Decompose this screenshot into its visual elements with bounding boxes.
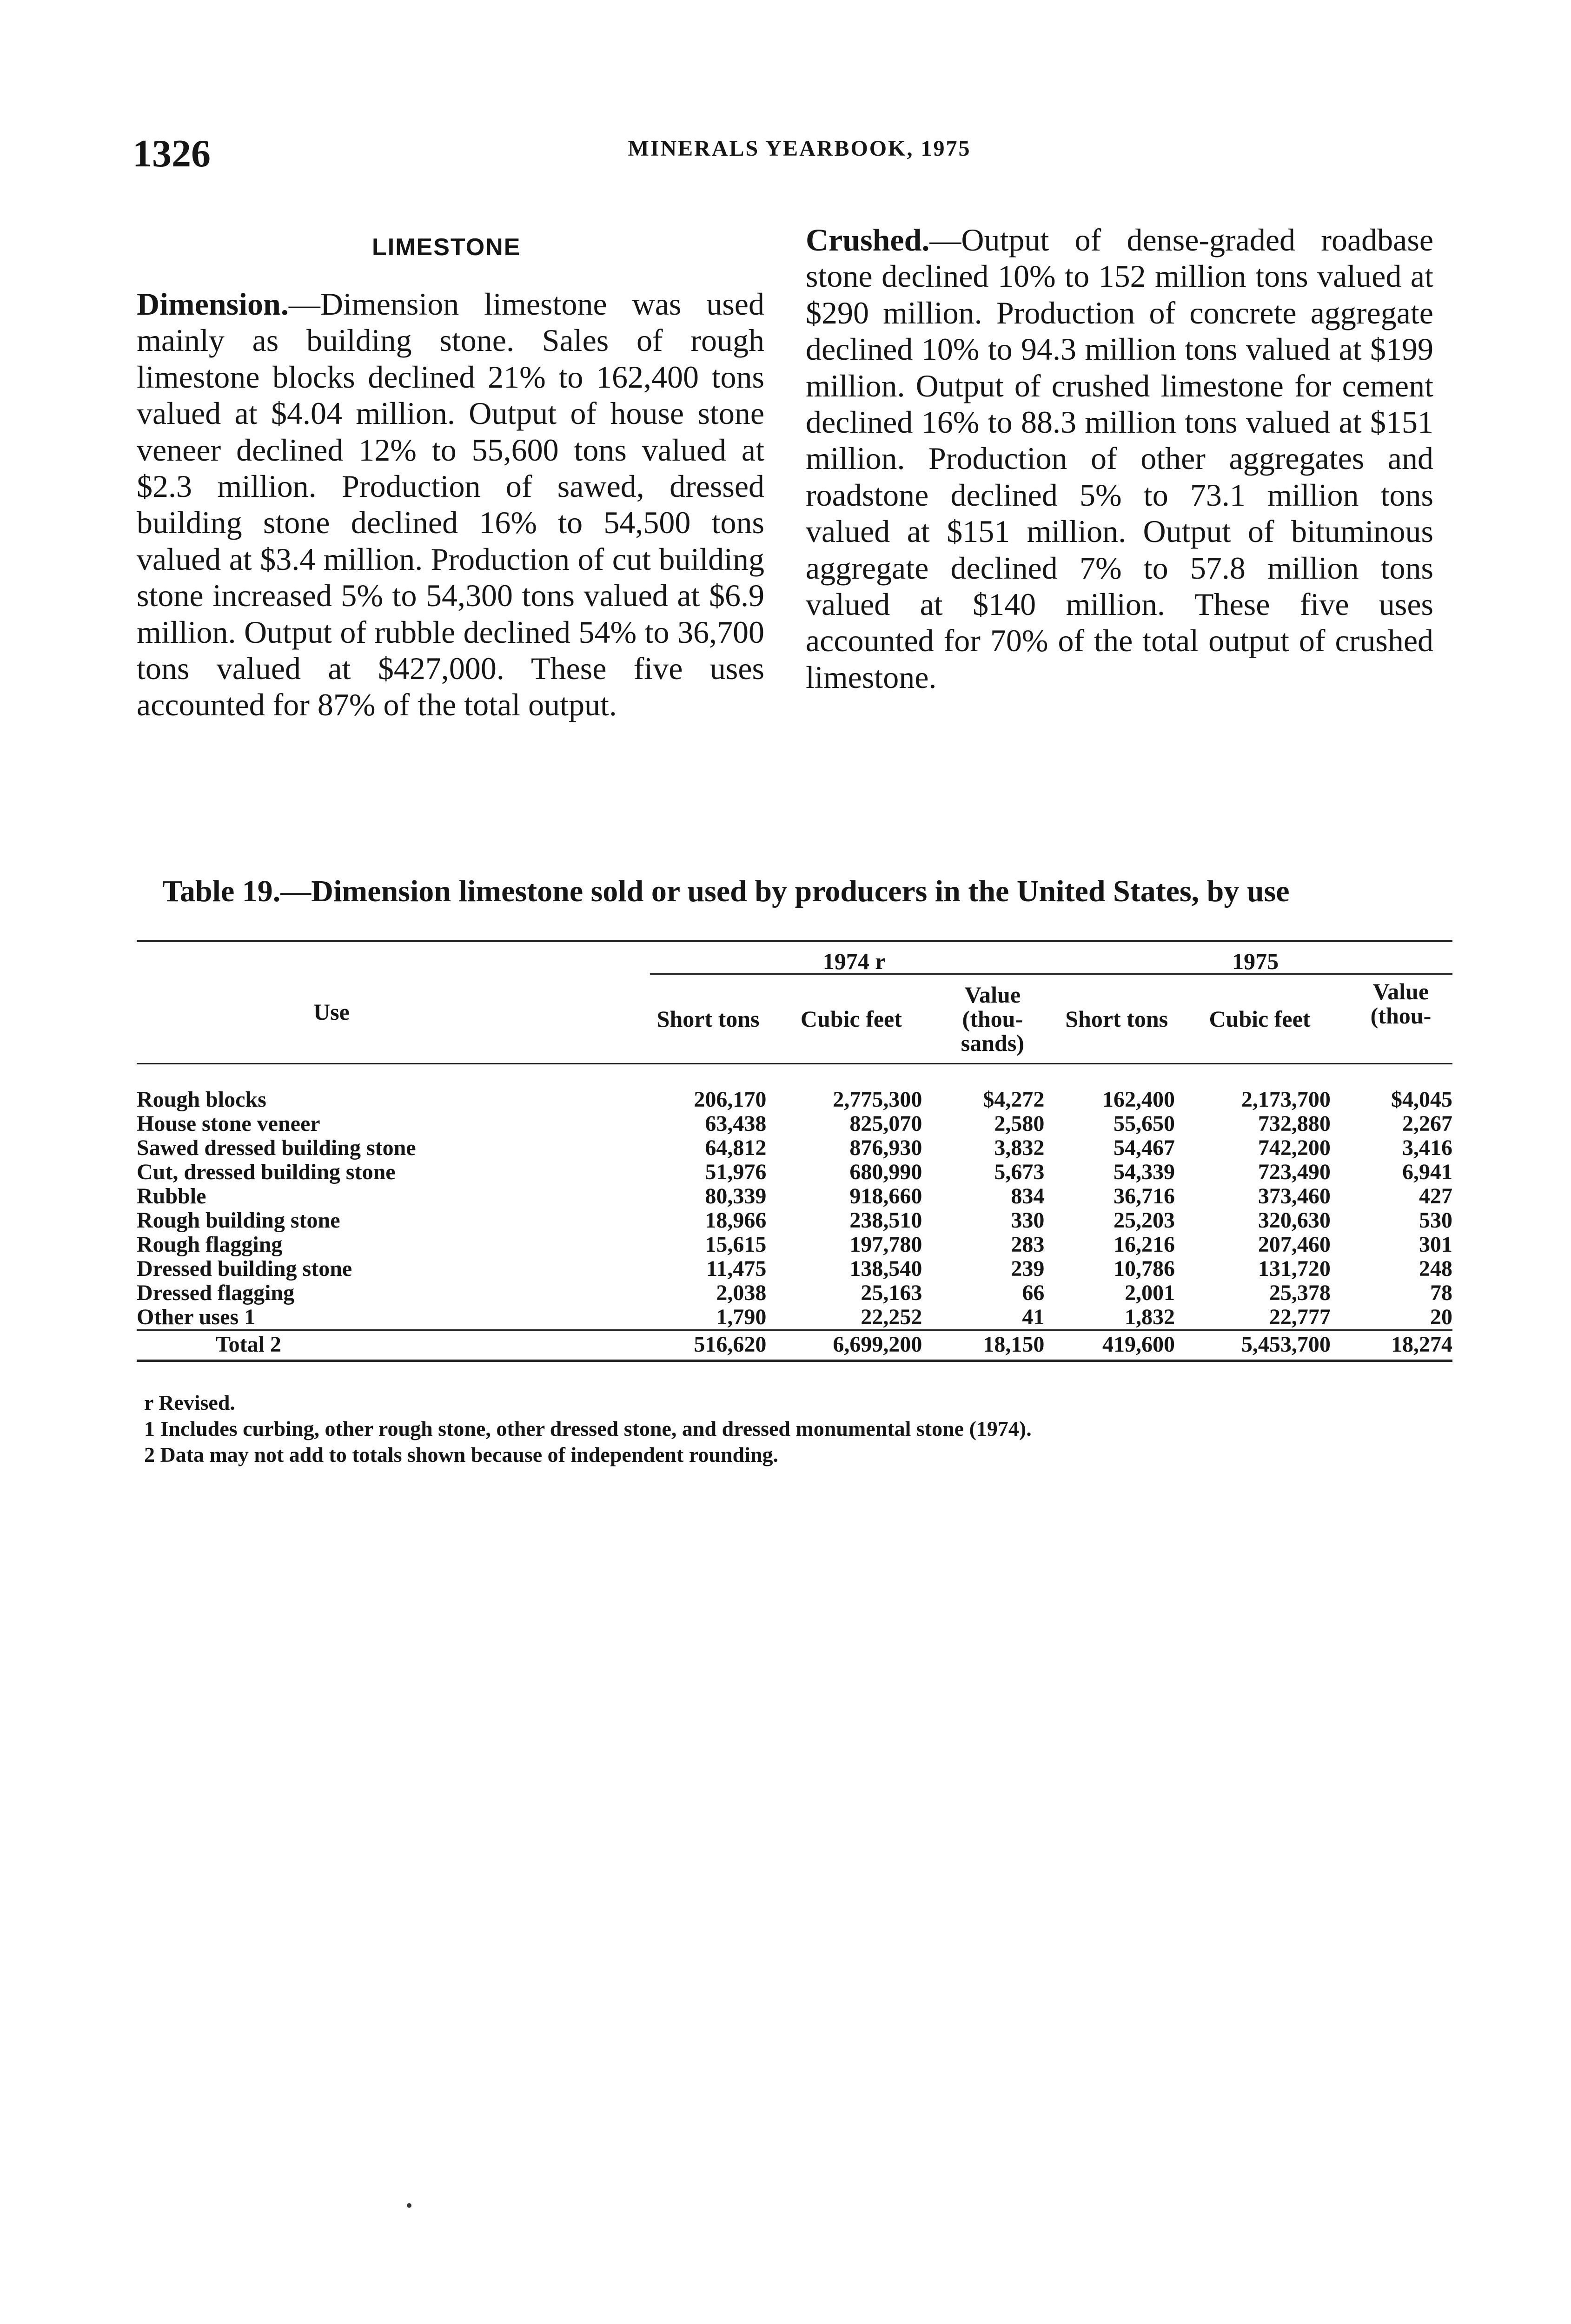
stray-mark — [407, 2203, 411, 2208]
use-cell: Rough blocks — [137, 1087, 266, 1112]
value-1975-cell: 20 — [1430, 1305, 1452, 1329]
crushed-paragraph — [806, 222, 1433, 695]
total-value-1975: 18,274 — [1349, 1330, 1452, 1361]
use-cell: Rough flagging — [137, 1232, 283, 1257]
year-1975-header: 1975 — [1058, 949, 1452, 975]
footnotes — [144, 1390, 1032, 1468]
total-short-tons-1974: 516,620 — [650, 1330, 781, 1361]
short-tons-1974-cell: 51,976 — [705, 1160, 767, 1184]
cubic-feet-1974-cell: 918,660 — [849, 1184, 922, 1208]
use-cell: Rough building stone — [137, 1208, 340, 1233]
table-body — [137, 1064, 1452, 1361]
total-cubic-feet-1974: 6,699,200 — [780, 1330, 941, 1361]
use-cell: Rubble — [137, 1184, 206, 1208]
total-label: Total 2 — [137, 1330, 650, 1361]
section-heading-limestone: LIMESTONE — [372, 234, 521, 261]
cubic-feet-1975-cell: 22,777 — [1269, 1305, 1331, 1329]
short-tons-1974-cell: 64,812 — [705, 1136, 767, 1160]
value-1975-cell: 427 — [1419, 1184, 1452, 1208]
cubic-feet-1975-cell: 723,490 — [1258, 1160, 1331, 1184]
crushed-lead: Crushed. — [806, 222, 930, 257]
cubic-feet-1974-cell: 25,163 — [861, 1281, 922, 1305]
short-tons-1975-cell: 2,001 — [1124, 1281, 1175, 1305]
dimension-paragraph — [137, 286, 764, 723]
table-title: Table 19.—Dimension limestone sold or used by producers in the United States, by use — [162, 874, 1290, 908]
short-tons-1975-cell: 162,400 — [1102, 1087, 1175, 1112]
short-tons-1975-header: Short tons — [1065, 1006, 1168, 1032]
value-1974-header: Value (thou- sands) — [961, 982, 1024, 1056]
value-1974-cell: 330 — [1011, 1208, 1045, 1233]
cubic-feet-1974-cell: 876,930 — [849, 1136, 922, 1160]
footnote-revised: r Revised. — [144, 1391, 235, 1414]
use-cell: Sawed dressed building stone — [137, 1136, 416, 1160]
cubic-feet-1975-cell: 732,880 — [1258, 1111, 1331, 1136]
cubic-feet-1975-cell: 742,200 — [1258, 1136, 1331, 1160]
short-tons-1974-cell: 1,790 — [716, 1305, 767, 1329]
page-number: 1326 — [133, 132, 211, 175]
cubic-feet-1974-cell: 138,540 — [849, 1256, 922, 1281]
value-1975-cell: $4,045 — [1391, 1087, 1452, 1112]
dimension-limestone-table — [137, 940, 1452, 1362]
value-1975-cell: 2,267 — [1402, 1111, 1452, 1136]
cubic-feet-1974-cell: 825,070 — [849, 1111, 922, 1136]
cubic-feet-1974-header: Cubic feet — [800, 1006, 902, 1032]
value-1974-cell: 41 — [1022, 1305, 1045, 1329]
short-tons-1975-cell: 25,203 — [1113, 1208, 1175, 1233]
short-tons-1974-cell: 80,339 — [705, 1184, 767, 1208]
total-row — [137, 1330, 1452, 1361]
cubic-feet-1975-cell: 320,630 — [1258, 1208, 1331, 1233]
cubic-feet-1974-cell: 680,990 — [849, 1160, 922, 1184]
table-row — [137, 1305, 1452, 1330]
short-tons-1974-cell: 11,475 — [706, 1256, 767, 1281]
short-tons-1975-cell: 36,716 — [1113, 1184, 1175, 1208]
value-1974-cell: $4,272 — [983, 1087, 1045, 1112]
cubic-feet-1975-cell: 25,378 — [1269, 1281, 1331, 1305]
footnote-1: 1 Includes curbing, other rough stone, other dressed stone, and dressed monumental stone (1974). — [144, 1417, 1032, 1440]
use-cell: Other uses 1 — [137, 1305, 256, 1329]
total-value-1974: 18,150 — [941, 1330, 1058, 1361]
value-1974-cell: 2,580 — [994, 1111, 1045, 1136]
value-1975-header: Value (thou- — [1370, 978, 1432, 1029]
year-1974-header: 1974 r — [650, 949, 1059, 975]
short-tons-1975-cell: 10,786 — [1113, 1256, 1175, 1281]
value-1974-cell: 283 — [1011, 1232, 1045, 1257]
short-tons-1975-cell: 1,832 — [1124, 1305, 1175, 1329]
short-tons-1974-cell: 63,438 — [705, 1111, 767, 1136]
use-cell: Dressed flagging — [137, 1281, 295, 1305]
value-1974-cell: 66 — [1022, 1281, 1045, 1305]
table-row — [137, 1136, 1452, 1160]
table-row — [137, 1112, 1452, 1136]
cubic-feet-1975-header: Cubic feet — [1209, 1006, 1311, 1032]
crushed-text: —Output of dense-graded roadbase stone declined 10% to 152 million tons valued at $290 million. Production of concrete aggregate declined 10% to 94.3 million tons valued at $199 million. Output of crushed limestone for cement declined 16% to 88.3 million tons valued at $151 million. Production of other aggregates and roadstone declined 5% to 73.1 million tons valued at $151 million. Output of bituminous aggregate declined 7% to 57.8 million tons valued at $140 million. These five uses accounted for 70% of the total output of crushed limestone. — [806, 222, 1433, 695]
short-tons-1975-cell: 55,650 — [1113, 1111, 1175, 1136]
value-1975-cell: 78 — [1430, 1281, 1452, 1305]
value-1975-cell: 301 — [1419, 1232, 1452, 1257]
cubic-feet-1974-cell: 238,510 — [849, 1208, 922, 1233]
value-1975-cell: 530 — [1419, 1208, 1452, 1233]
short-tons-1974-cell: 15,615 — [705, 1232, 767, 1257]
table-row — [137, 1184, 1452, 1208]
short-tons-1974-header: Short tons — [656, 1006, 760, 1032]
table-19 — [137, 940, 1452, 1362]
value-1975-cell: 3,416 — [1402, 1136, 1452, 1160]
table-row — [137, 1160, 1452, 1184]
table-row — [137, 1281, 1452, 1305]
table-row — [137, 1208, 1452, 1233]
cubic-feet-1974-cell: 197,780 — [849, 1232, 922, 1257]
cubic-feet-1975-cell: 373,460 — [1258, 1184, 1331, 1208]
footnote-2: 2 Data may not add to totals shown because of independent rounding. — [144, 1443, 779, 1466]
value-1974-cell: 834 — [1011, 1184, 1045, 1208]
short-tons-1974-cell: 206,170 — [694, 1087, 767, 1112]
value-1974-cell: 5,673 — [994, 1160, 1045, 1184]
use-header: Use — [313, 999, 350, 1025]
short-tons-1975-cell: 54,467 — [1113, 1136, 1175, 1160]
cubic-feet-1974-cell: 22,252 — [861, 1305, 922, 1329]
value-1975-cell: 6,941 — [1402, 1160, 1452, 1184]
short-tons-1975-cell: 54,339 — [1113, 1160, 1175, 1184]
value-1974-cell: 3,832 — [994, 1136, 1045, 1160]
cubic-feet-1975-cell: 2,173,700 — [1241, 1087, 1331, 1112]
use-cell: Dressed building stone — [137, 1256, 352, 1281]
running-head: MINERALS YEARBOOK, 1975 — [628, 136, 971, 161]
value-1974-cell: 239 — [1011, 1256, 1045, 1281]
dimension-lead: Dimension. — [137, 286, 289, 322]
short-tons-1974-cell: 18,966 — [705, 1208, 767, 1233]
short-tons-1975-cell: 16,216 — [1113, 1232, 1175, 1257]
table-row — [137, 1257, 1452, 1281]
short-tons-1974-cell: 2,038 — [716, 1281, 767, 1305]
cubic-feet-1974-cell: 2,775,300 — [833, 1087, 922, 1112]
total-cubic-feet-1975: 5,453,700 — [1189, 1330, 1349, 1361]
table-row — [137, 1233, 1452, 1257]
table-row — [137, 1064, 1452, 1112]
use-cell: Cut, dressed building stone — [137, 1160, 396, 1184]
value-1975-cell: 248 — [1419, 1256, 1452, 1281]
cubic-feet-1975-cell: 131,720 — [1258, 1256, 1331, 1281]
dimension-text: —Dimension limestone was used mainly as building stone. Sales of rough limestone blocks declined 21% to 162,400 tons valued at $4.04 million. Output of house stone veneer declined 12% to 55,600 tons valued at $2.3 million. Production of sawed, dressed building stone declined 16% to 54,500 tons valued at $3.4 million. Production of cut building stone increased 5% to 54,300 tons valued at $6.9 million. Output of rubble declined 54% to 36,700 tons valued at $427,000. These five uses accounted for 87% of the total output. — [137, 286, 764, 723]
cubic-feet-1975-cell: 207,460 — [1258, 1232, 1331, 1257]
use-cell: House stone veneer — [137, 1111, 320, 1136]
total-short-tons-1975: 419,600 — [1058, 1330, 1189, 1361]
